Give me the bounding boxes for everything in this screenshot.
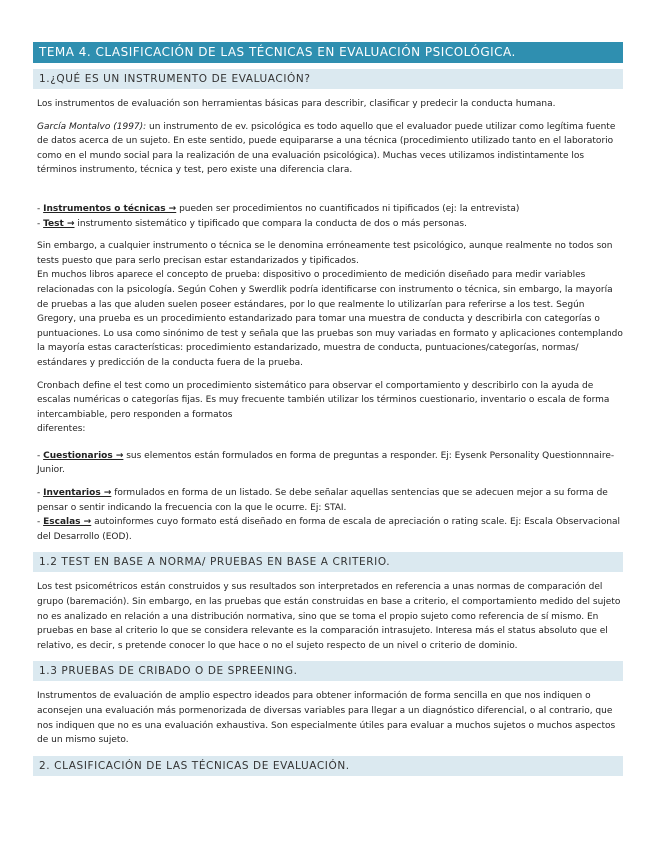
bullet-test [37, 217, 623, 232]
section-heading-clasificacion: 2. CLASIFICACIÓN DE LAS TÉCNICAS DE EVALUACIÓN. [33, 756, 623, 776]
document-page [33, 42, 623, 784]
citation: García Montalvo (1997): [37, 121, 147, 132]
bullet-dash: - [37, 488, 44, 499]
bullet-term: Escalas → [43, 517, 92, 528]
bullet-term: Inventarios → [43, 488, 112, 499]
bullet-text: sus elementos están formulados en forma de preguntas a responder. Ej: Eysenk Personality Questionnnaire-Junior. [37, 450, 615, 476]
bullet-term: Cuestionarios → [43, 450, 124, 461]
paragraph-intro: Los instrumentos de evaluación son herramientas básicas para describir, clasificar y predecir la conducta humana. [37, 99, 556, 109]
document-title: TEMA 4. CLASIFICACIÓN DE LAS TÉCNICAS EN EVALUACIÓN PSICOLÓGICA. [33, 42, 623, 63]
paragraph-cronbach [37, 379, 623, 437]
bullet-text: autoinformes cuyo formato está diseñado en forma de escala de apreciación o rating scale. Ej: Escala Observacional del Desarrollo (EOD). [37, 517, 621, 542]
bullet-instrumentos [37, 202, 623, 217]
paragraph-norma-criterio: Los test psicométricos están construidos y sus resultados son interpretados en referencia a unas normas de comparación del grupo (baremación). Sin embargo, en las pruebas que están construidas en base a criterio, el comportamiento medido del sujeto no es analizado en relación a una distribución normativa, sino que se toma el propio sujeto como referencia de sí mismo. En pruebas en base al criterio lo que se considera relevante es la comparación intrasujeto. Interesa más el status absoluto que el relativo, es decir, s pretende conocer lo que hace o no el sujeto respecto de un nivel o criterio de dominio. [37, 582, 621, 651]
paragraph-sin-embargo: Sin embargo, a cualquier instrumento o técnica se le denomina erróneamente test psicológico, aunque realmente no todos son tests puesto que para serlo precisan estar estandarizados y tipificados. [37, 241, 613, 266]
bullet-text: instrumento sistemático y tipificado que compara la conducta de dos o más personas. [74, 218, 467, 229]
paragraph-text: diferentes: [37, 424, 86, 435]
bullet-dash: - [37, 203, 44, 214]
bullet-cuestionarios [37, 449, 623, 478]
bullet-term: Test → [43, 218, 75, 229]
bullet-dash: - [37, 218, 44, 229]
section-heading-instrumento: 1.¿QUÉ ES UN INSTRUMENTO DE EVALUACIÓN? [33, 69, 623, 89]
bullet-text: formulados en forma de un listado. Se debe señalar aquellas sentencias que se adecuen mejor a su forma de pensar o sentir indicando la frecuencia con la que le ocurre. Ej: STAI. [37, 488, 608, 513]
bullet-dash: - [37, 450, 44, 461]
paragraph-cribado: Instrumentos de evaluación de amplio espectro ideados para obtener información de forma sencilla en que nos indiquen o aconsejen una evaluación más pormenorizada de diversas variables para llegar a un diagnóstico diferencial, o al contrario, que nos indiquen que no es una evaluación exhaustiva. Son especialmente útiles para evaluar a muchos sujetos o muchos aspectos de un mismo sujeto. [37, 691, 616, 746]
bullet-term: Instrumentos o técnicas → [43, 203, 177, 214]
paragraph-text: un instrumento de ev. psicológica es todo aquello que el evaluador puede utilizar como legítima fuente de datos acerca de un sujeto. En este sentido, puede equipararse a una técnica (procedimiento utilizado tanto en el laboratorio como en el mundo social para la realización de una evaluación psicológica). Muchas veces utilizamos indistintamente los términos instrumento, técnica y test, pero existe una diferencia clara. [37, 121, 616, 176]
section-heading-norma-criterio: 1.2 TEST EN BASE A NORMA/ PRUEBAS EN BASE A CRITERIO. [33, 552, 623, 572]
bullet-dash: - [37, 517, 44, 528]
bullet-escalas [37, 515, 623, 544]
section-heading-cribado: 1.3 PRUEBAS DE CRIBADO O DE SPREENING. [33, 661, 623, 681]
bullet-text: pueden ser procedimientos no cuantificados ni tipificados (ej: la entrevista) [176, 203, 520, 214]
paragraph-prueba: En muchos libros aparece el concepto de prueba: dispositivo o procedimiento de medición diseñado para medir variables relacionadas con la psicología. Según Cohen y Swerdlik podría identificarse con instrumento o técnica, sin embargo, la mayoría de pruebas a las que aluden suelen poseer estándares, por lo que realmente lo utilizarían para referirse a los test. Según Gregory, una prueba es un procedimiento estandarizado para tomar una muestra de conducta y describirla con categorías o puntuaciones. Lo usa como sinónimo de test y señala que las pruebas son muy variadas en formato y aplicaciones contemplando la mayoría estas características: procedimiento estandarizado, muestra de conducta, puntuaciones/categorías, normas/ estándares y predicción de la conducta fuera de la prueba. [37, 270, 623, 368]
paragraph-text: Cronbach define el test como un procedimiento sistemático para observar el comportamiento y describirlo con la ayuda de escalas numéricas o categorías fijas. Es muy frecuente también utilizar los términos cuestionario, inventario o escala de forma intercambiable, pero responden a formatos [37, 380, 610, 420]
paragraph-garcia-montalvo [37, 120, 623, 178]
bullet-inventarios [37, 486, 623, 515]
